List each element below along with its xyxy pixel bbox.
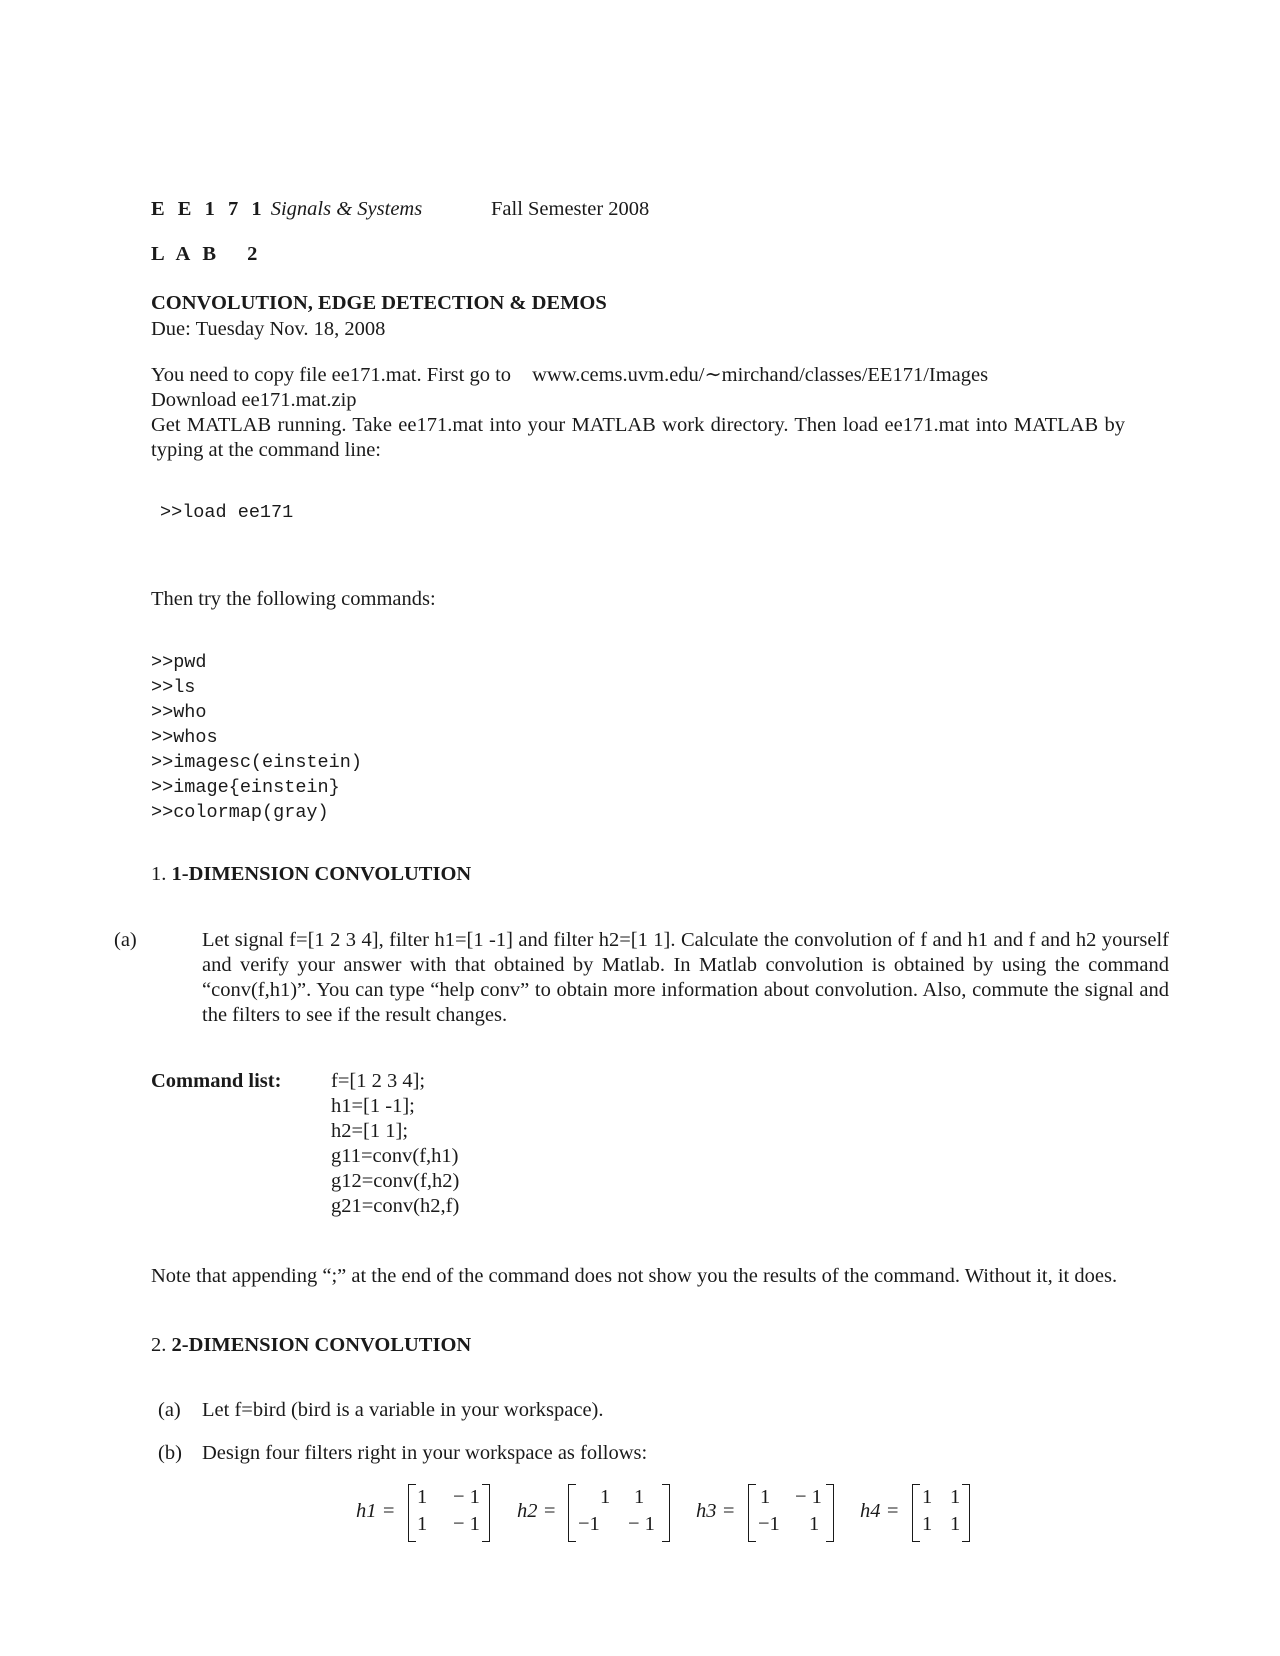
intro-text: You need to copy file ee171.mat. First go to <box>151 364 512 386</box>
lab-label <box>151 242 257 267</box>
command-line: >>pwd <box>151 652 207 673</box>
filter-h3-name: h3 = <box>696 1500 736 1522</box>
right-bracket <box>962 1484 970 1542</box>
left-bracket <box>408 1484 416 1542</box>
command-list <box>331 1069 459 1219</box>
semester: Fall Semester 2008 <box>491 198 650 220</box>
command-list-label: Command list: <box>151 1070 282 1092</box>
command-list-item: g21=conv(h2,f) <box>331 1195 460 1217</box>
filter-h4-matrix <box>912 1480 970 1544</box>
command-line: >>image{einstein} <box>151 777 340 798</box>
item-text: Design four filters right in your workspace as follows: <box>202 1442 648 1464</box>
command-list-item: f=[1 2 3 4]; <box>331 1070 426 1092</box>
matrix-cell: 1 <box>417 1513 428 1535</box>
item-label: (a) <box>114 929 137 951</box>
intro-line3: Get MATLAB running. Take ee171.mat into your MATLAB work directory. Then load ee171.mat into MATLAB by typing at the command line: <box>151 414 1125 461</box>
command-line: >>colormap(gray) <box>151 802 329 823</box>
section2-heading <box>151 1333 471 1358</box>
header-course <box>151 197 422 222</box>
item-text: Let signal f=[1 2 3 4], filter h1=[1 -1] and filter h2=[1 1]. Calculate the convolution of f and h1 and f and h2 yourself and verify your answer with that obtained by Matlab. In Matlab convolution is obtained by using the command “conv(f,h1)”. You can type “help conv” to obtain more information about convolution. Also, commute the signal and the filters to see if the result changes. <box>202 929 1169 1026</box>
lab-number: 2 <box>247 243 258 265</box>
command-list-item: h1=[1 -1]; <box>331 1095 415 1117</box>
filter-matrices <box>0 1480 1280 1550</box>
section2-item-b <box>158 1441 647 1466</box>
command-block <box>151 650 362 825</box>
note-paragraph: Note that appending “;” at the end of the command does not show you the results of the command. Without it, it does. <box>151 1265 1118 1287</box>
course-name: Signals & Systems <box>270 198 423 220</box>
matrix-cell: −1 <box>578 1513 600 1535</box>
matrix-cell: − 1 <box>453 1513 480 1535</box>
command-line: >>who <box>151 702 207 723</box>
filter-h2-name: h2 = <box>517 1500 557 1522</box>
matrix-cell: − 1 <box>453 1486 480 1508</box>
command-list-item: h2=[1 1]; <box>331 1120 409 1142</box>
due-date: Due: Tuesday Nov. 18, 2008 <box>151 318 386 340</box>
section2-number: 2. <box>151 1334 167 1356</box>
lab-word: L A B <box>151 243 221 265</box>
load-command: >>load ee171 <box>160 502 294 523</box>
section2-title: 2-DIMENSION CONVOLUTION <box>171 1334 472 1356</box>
matrix-cell: 1 <box>634 1486 645 1508</box>
item-text: Let f=bird (bird is a variable in your workspace). <box>202 1399 604 1421</box>
command-line: >>ls <box>151 677 196 698</box>
command-list-item: g12=conv(f,h2) <box>331 1170 460 1192</box>
course-code: E E 1 7 1 <box>151 198 266 220</box>
filter-h1-name: h1 = <box>356 1500 396 1522</box>
command-list-item: g11=conv(f,h1) <box>331 1145 459 1167</box>
matrix-cell: − 1 <box>628 1513 655 1535</box>
section1-heading <box>151 862 471 887</box>
matrix-cell: 1 <box>922 1513 933 1535</box>
left-bracket <box>748 1484 756 1542</box>
matrix-cell: 1 <box>600 1486 611 1508</box>
section1-title: 1-DIMENSION CONVOLUTION <box>171 863 472 885</box>
command-line: >>imagesc(einstein) <box>151 752 362 773</box>
intro-line1 <box>151 363 988 388</box>
right-bracket <box>482 1484 490 1542</box>
left-bracket <box>568 1484 576 1542</box>
matrix-cell: 1 <box>950 1513 961 1535</box>
item-label: (a) <box>158 1399 181 1421</box>
matrix-cell: −1 <box>758 1513 780 1535</box>
left-bracket <box>912 1484 920 1542</box>
matrix-cell: 1 <box>417 1486 428 1508</box>
intro-line2: Download ee171.mat.zip <box>151 389 357 411</box>
matrix-cell: 1 <box>809 1513 820 1535</box>
filter-h1-matrix <box>408 1480 490 1544</box>
matrix-cell: 1 <box>950 1486 961 1508</box>
item-label: (b) <box>158 1442 182 1464</box>
filter-h4-name: h4 = <box>860 1500 900 1522</box>
page-title: CONVOLUTION, EDGE DETECTION & DEMOS <box>151 292 607 314</box>
matrix-cell: 1 <box>922 1486 933 1508</box>
section1-number: 1. <box>151 863 167 885</box>
filter-h2-matrix <box>568 1480 670 1544</box>
matrix-cell: − 1 <box>795 1486 822 1508</box>
right-bracket <box>662 1484 670 1542</box>
command-line: >>whos <box>151 727 218 748</box>
matrix-cell: 1 <box>760 1486 771 1508</box>
course-url: www.cems.uvm.edu/∼mirchand/classes/EE171/Images <box>532 364 989 386</box>
filter-h3-matrix <box>748 1480 834 1544</box>
section1-item-a <box>114 928 1169 1028</box>
try-text: Then try the following commands: <box>151 588 436 610</box>
right-bracket <box>826 1484 834 1542</box>
section2-item-a <box>158 1398 604 1423</box>
